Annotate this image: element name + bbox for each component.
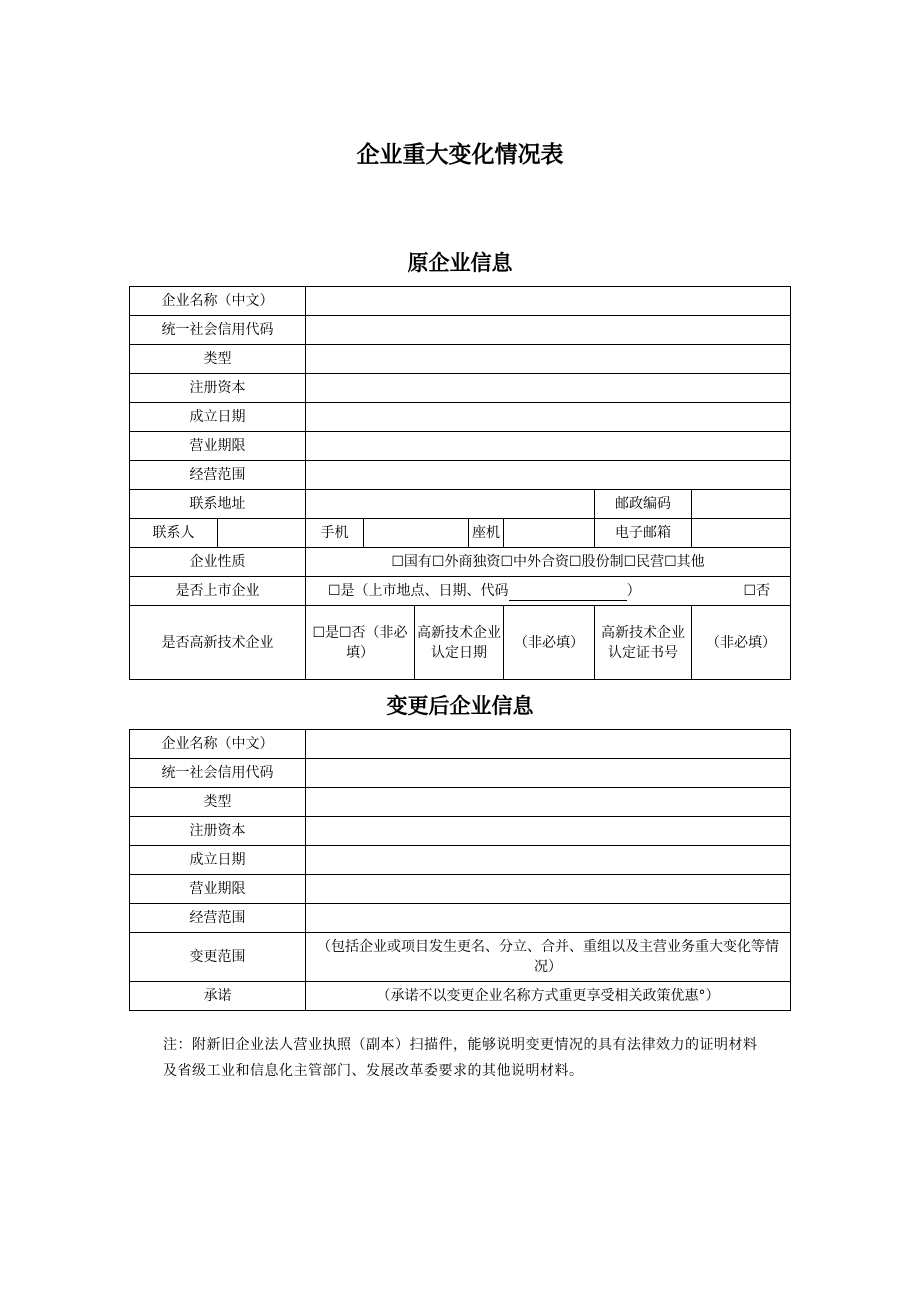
listed-no-option[interactable]: ☐否 [743, 583, 771, 599]
after-term-label: 营业期限 [130, 875, 306, 904]
orig-email-field[interactable] [692, 519, 791, 548]
after-scope-field[interactable] [306, 904, 791, 933]
orig-name-label: 企业名称（中文） [130, 287, 306, 316]
orig-postcode-label: 邮政编码 [595, 490, 692, 519]
orig-postcode-field[interactable] [692, 490, 791, 519]
after-founded-field[interactable] [306, 846, 791, 875]
after-founded-label: 成立日期 [130, 846, 306, 875]
orig-scope-label: 经营范围 [130, 461, 306, 490]
after-change-scope-label: 变更范围 [130, 933, 306, 982]
listed-yes-suffix: ） [626, 583, 641, 599]
orig-hightech-date-field[interactable]: （非必填） [504, 606, 595, 680]
orig-nature-label: 企业性质 [130, 548, 306, 577]
original-info-table [129, 286, 791, 680]
after-change-scope-field[interactable]: （包括企业或项目发生更名、分立、合并、重组以及主营业务重大变化等情况） [306, 933, 791, 982]
orig-name-field[interactable] [306, 287, 791, 316]
orig-contact-field[interactable] [218, 519, 306, 548]
after-info-table [129, 729, 791, 1011]
orig-scope-field[interactable] [306, 461, 791, 490]
orig-term-field[interactable] [306, 432, 791, 461]
orig-founded-field[interactable] [306, 403, 791, 432]
after-name-label: 企业名称（中文） [130, 730, 306, 759]
orig-hightech-options[interactable]: ☐是☐否（非必填） [306, 606, 415, 680]
listed-detail-blank[interactable] [509, 586, 627, 601]
orig-phone-label: 座机 [469, 519, 504, 548]
after-type-field[interactable] [306, 788, 791, 817]
after-scope-label: 经营范围 [130, 904, 306, 933]
orig-mobile-label: 手机 [306, 519, 364, 548]
orig-capital-field[interactable] [306, 374, 791, 403]
footnote: 注：附新旧企业法人营业执照（副本）扫描件，能够说明变更情况的具有法律效力的证明材料及省级工业和信息化主管部门、发展改革委要求的其他说明材料。 [163, 1037, 758, 1079]
after-term-field[interactable] [306, 875, 791, 904]
orig-type-field[interactable] [306, 345, 791, 374]
after-capital-field[interactable] [306, 817, 791, 846]
orig-address-field[interactable] [306, 490, 595, 519]
after-pledge-field[interactable]: （承诺不以变更企业名称方式重更享受相关政策优惠°） [306, 982, 791, 1011]
orig-listed-options[interactable] [306, 577, 791, 606]
orig-mobile-field[interactable] [364, 519, 469, 548]
after-credit-code-field[interactable] [306, 759, 791, 788]
orig-nature-options[interactable]: ☐国有☐外商独资☐中外合资☐股份制☐民营☐其他 [306, 548, 791, 577]
orig-address-label: 联系地址 [130, 490, 306, 519]
after-type-label: 类型 [130, 788, 306, 817]
original-section-title: 原企业信息 [407, 251, 513, 275]
orig-founded-label: 成立日期 [130, 403, 306, 432]
orig-phone-field[interactable] [504, 519, 595, 548]
after-credit-code-label: 统一社会信用代码 [130, 759, 306, 788]
orig-hightech-label: 是否高新技术企业 [130, 606, 306, 680]
orig-credit-code-label: 统一社会信用代码 [130, 316, 306, 345]
orig-hightech-cert-field[interactable]: （非必填） [692, 606, 791, 680]
after-pledge-label: 承诺 [130, 982, 306, 1011]
orig-contact-label: 联系人 [130, 519, 218, 548]
document-title: 企业重大变化情况表 [356, 142, 564, 168]
orig-email-label: 电子邮箱 [595, 519, 692, 548]
orig-credit-code-field[interactable] [306, 316, 791, 345]
orig-hightech-date-label: 高新技术企业认定日期 [415, 606, 504, 680]
after-name-field[interactable] [306, 730, 791, 759]
orig-capital-label: 注册资本 [130, 374, 306, 403]
orig-listed-label: 是否上市企业 [130, 577, 306, 606]
after-section-title: 变更后企业信息 [386, 694, 534, 718]
orig-hightech-cert-label: 高新技术企业认定证书号 [595, 606, 692, 680]
listed-yes-option[interactable]: ☐是（上市地点、日期、代码 [328, 583, 509, 599]
after-capital-label: 注册资本 [130, 817, 306, 846]
orig-term-label: 营业期限 [130, 432, 306, 461]
orig-type-label: 类型 [130, 345, 306, 374]
